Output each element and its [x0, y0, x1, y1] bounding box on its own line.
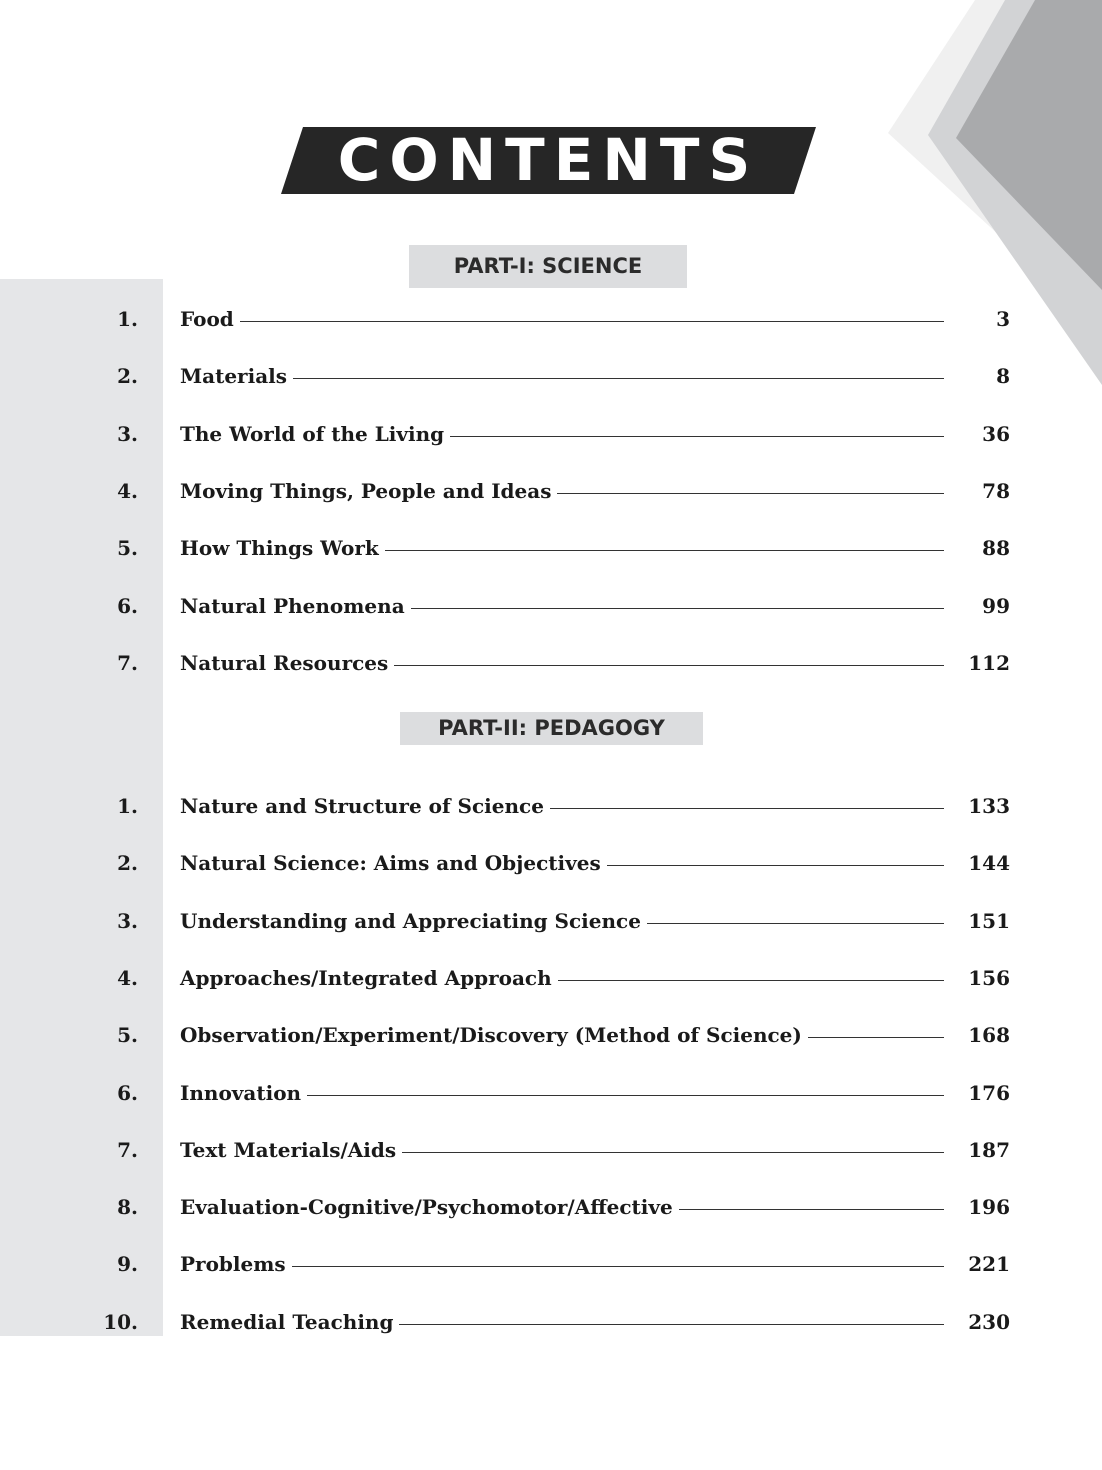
entry-number: 4.	[117, 478, 138, 503]
page-number: 3	[996, 307, 1010, 331]
leader-line	[385, 550, 944, 551]
leader-line	[399, 1324, 944, 1325]
toc-entry	[0, 1305, 1102, 1339]
entry-number: 8.	[117, 1195, 138, 1220]
page-number: 176	[968, 1080, 1010, 1105]
entry-number: 10.	[103, 1309, 138, 1334]
part-heading: PART-II: PEDAGOGY	[400, 712, 703, 745]
entry-title: Observation/Experiment/Discovery (Method of Science)	[180, 1023, 802, 1048]
page-number: 221	[968, 1252, 1010, 1277]
toc-entry	[0, 1247, 1102, 1281]
entry-number: 3.	[117, 421, 138, 446]
entry-title: Innovation	[180, 1080, 302, 1105]
entry-title: Natural Science: Aims and Objectives	[180, 851, 601, 876]
toc-entry	[0, 359, 1102, 393]
entry-title: Materials	[180, 364, 288, 389]
entry-title: Nature and Structure of Science	[180, 794, 544, 818]
entry-number: 1.	[117, 794, 138, 818]
toc-entry	[0, 904, 1102, 938]
entry-title: Text Materials/Aids	[180, 1137, 397, 1162]
page-number: 187	[968, 1137, 1010, 1162]
leader-line	[557, 493, 944, 494]
page-number: 88	[982, 536, 1010, 561]
entry-number: 7.	[117, 650, 138, 675]
entry-number: 1.	[117, 307, 138, 331]
toc-entry	[0, 474, 1102, 508]
entry-title: Problems	[180, 1252, 286, 1277]
page-number: 78	[982, 478, 1010, 503]
page-number: 36	[982, 421, 1010, 446]
entry-number: 6.	[117, 593, 138, 618]
leader-line	[411, 608, 944, 609]
entry-title: Natural Phenomena	[180, 593, 405, 618]
leader-line	[450, 436, 944, 437]
entry-number: 6.	[117, 1080, 138, 1105]
leader-line	[607, 865, 944, 866]
toc-entry	[0, 1133, 1102, 1167]
entry-title: Understanding and Appreciating Science	[180, 908, 641, 933]
leader-line	[394, 665, 944, 666]
part-heading: PART-I: SCIENCE	[409, 245, 687, 288]
leader-line	[647, 923, 944, 924]
entry-title: How Things Work	[180, 536, 379, 561]
entry-number: 7.	[117, 1137, 138, 1162]
toc-entry	[0, 646, 1102, 680]
page-number: 151	[968, 908, 1010, 933]
title-banner	[281, 127, 816, 194]
leader-line	[808, 1037, 944, 1038]
entry-title: Remedial Teaching	[180, 1309, 394, 1334]
toc-entry	[0, 589, 1102, 623]
entry-number: 5.	[117, 536, 138, 561]
leader-line	[550, 808, 944, 809]
entry-title: The World of the Living	[180, 421, 445, 446]
entry-title: Food	[180, 307, 234, 331]
page-number: 168	[968, 1023, 1010, 1048]
toc-entry	[0, 417, 1102, 451]
entry-number: 3.	[117, 908, 138, 933]
page-number: 156	[968, 965, 1010, 990]
page-number: 112	[968, 650, 1010, 675]
leader-line	[402, 1152, 944, 1153]
toc-entry	[0, 789, 1102, 823]
entry-title: Moving Things, People and Ideas	[180, 478, 552, 503]
leader-line	[293, 378, 944, 379]
toc-entry	[0, 531, 1102, 565]
leader-line	[292, 1266, 944, 1267]
page-number: 8	[996, 364, 1010, 389]
entry-title: Approaches/Integrated Approach	[180, 965, 552, 990]
entry-number: 4.	[117, 965, 138, 990]
entry-number: 2.	[117, 851, 138, 876]
leader-line	[679, 1209, 944, 1210]
entry-number: 2.	[117, 364, 138, 389]
toc-entry	[0, 846, 1102, 880]
page-title: CONTENTS	[337, 126, 760, 194]
toc-entry	[0, 1190, 1102, 1224]
page-number: 230	[968, 1309, 1010, 1334]
toc-entry	[0, 1018, 1102, 1052]
leader-line	[240, 321, 944, 322]
entry-title: Natural Resources	[180, 650, 389, 675]
toc-entry	[0, 302, 1102, 336]
page-number: 144	[968, 851, 1010, 876]
entry-number: 9.	[117, 1252, 138, 1277]
toc-entry	[0, 1076, 1102, 1110]
page-number: 196	[968, 1195, 1010, 1220]
entry-title: Evaluation-Cognitive/Psychomotor/Affective	[180, 1195, 673, 1220]
page-number: 133	[968, 794, 1010, 818]
leader-line	[307, 1095, 944, 1096]
entry-number: 5.	[117, 1023, 138, 1048]
toc-entry	[0, 961, 1102, 995]
page-number: 99	[982, 593, 1010, 618]
leader-line	[558, 980, 944, 981]
